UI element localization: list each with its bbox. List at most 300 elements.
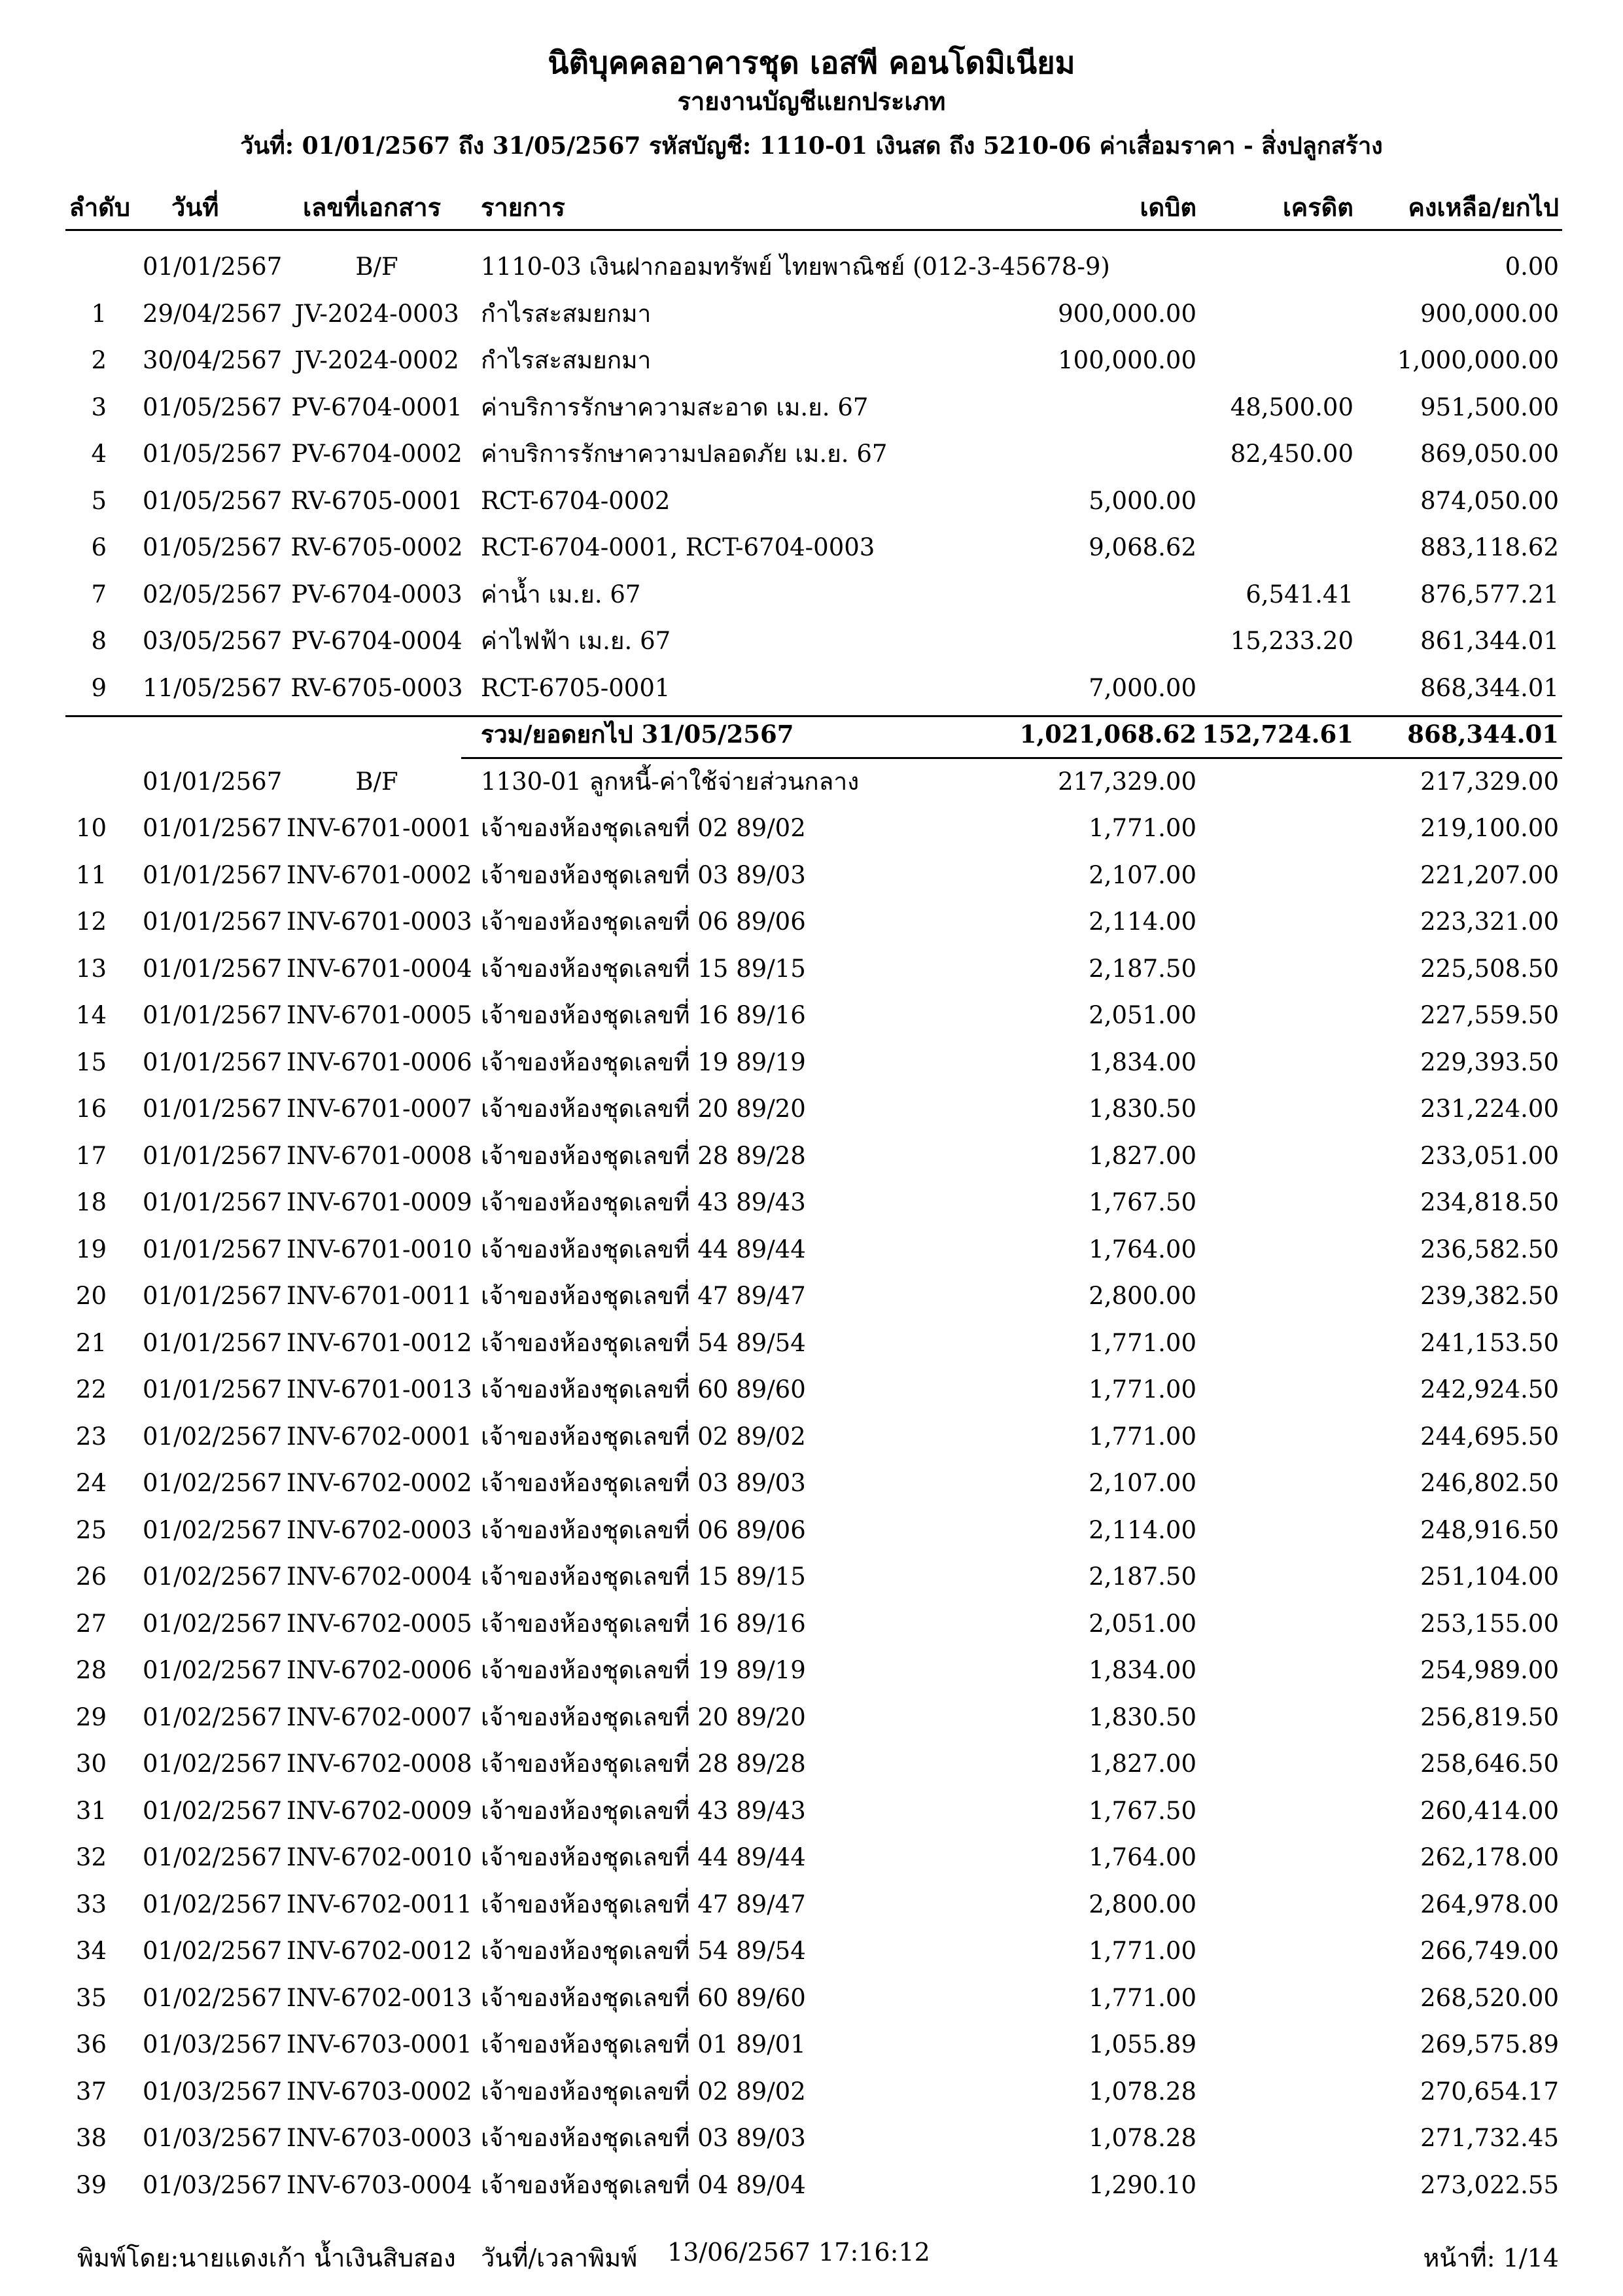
table-row [0,2021,1623,2068]
row-description: เจ้าของห้องชุดเลขที่ 28 89/28 [481,1750,806,1778]
row-balance: 868,344.01 [1407,720,1559,749]
row-debit: 1,771.00 [1089,1328,1196,1357]
row-debit: 1,834.00 [1089,1656,1196,1684]
row-number: 35 [75,1983,107,2012]
row-date: 01/02/2567 [143,1469,283,1497]
row-debit: 100,000.00 [1058,346,1196,374]
row-debit: 2,187.50 [1089,1563,1196,1591]
table-row [0,243,1623,291]
row-doc-number: RV-6705-0003 [290,673,463,702]
row-date: 01/01/2567 [143,1375,283,1404]
row-doc-number: INV-6701-0009 [287,1188,472,1216]
table-row [0,945,1623,993]
row-date: 01/01/2567 [143,908,283,936]
table-row [0,1320,1623,1367]
row-doc-number: INV-6703-0002 [287,2077,472,2106]
row-description: กำไรสะสมยกมา [481,346,652,374]
row-doc-number: PV-6704-0004 [291,627,462,655]
table-row [0,618,1623,665]
row-debit: 900,000.00 [1058,299,1196,328]
row-number: 7 [91,580,107,609]
row-number: 9 [91,673,107,702]
row-doc-number: INV-6701-0011 [287,1282,472,1310]
row-doc-number: INV-6701-0007 [287,1095,472,1123]
row-debit: 1,764.00 [1089,1235,1196,1263]
row-credit: 152,724.61 [1202,720,1353,749]
row-balance: 874,050.00 [1420,486,1559,515]
table-row [0,1975,1623,2022]
row-number: 25 [75,1515,107,1544]
row-number: 29 [75,1703,107,1731]
row-description: เจ้าของห้องชุดเลขที่ 19 89/19 [481,1656,806,1684]
row-balance: 241,153.50 [1420,1328,1559,1357]
row-debit: 1,767.50 [1089,1188,1196,1216]
row-description: เจ้าของห้องชุดเลขที่ 43 89/43 [481,1796,806,1825]
row-doc-number: INV-6701-0008 [287,1141,472,1170]
row-doc-number: INV-6703-0003 [287,2124,472,2152]
row-doc-number: INV-6701-0010 [287,1235,472,1263]
row-description: เจ้าของห้องชุดเลขที่ 54 89/54 [481,1328,806,1357]
total-row [0,711,1623,758]
row-balance: 266,749.00 [1420,1937,1559,1965]
row-description: เจ้าของห้องชุดเลขที่ 02 89/02 [481,1422,806,1451]
row-date: 01/02/2567 [143,1703,283,1731]
row-description: เจ้าของห้องชุดเลขที่ 16 89/16 [481,1001,806,1029]
table-row [0,1133,1623,1180]
row-debit: 2,114.00 [1089,908,1196,936]
row-date: 01/03/2567 [143,2030,283,2058]
row-balance: 229,393.50 [1420,1048,1559,1076]
row-balance: 254,989.00 [1420,1656,1559,1684]
row-number: 26 [75,1563,107,1591]
row-doc-number: INV-6701-0003 [287,908,472,936]
row-doc-number: INV-6701-0012 [287,1328,472,1357]
ledger-rows [0,243,1623,2208]
row-debit: 2,107.00 [1089,1469,1196,1497]
row-balance: 264,978.00 [1420,1890,1559,1918]
row-description: รวม/ยอดยกไป 31/05/2567 [481,720,794,749]
row-doc-number: INV-6701-0006 [287,1048,472,1076]
row-balance: 0.00 [1505,253,1559,281]
report-range: วันที่: 01/01/2567 ถึง 31/05/2567 รหัสบัญชี: 1110-01 เงินสด ถึง 5210-06 ค่าเสื่อมราคา - สิ่งปลูกสร้าง [240,132,1383,160]
row-description: เจ้าของห้องชุดเลขที่ 01 89/01 [481,2030,806,2058]
row-date: 01/01/2567 [143,253,283,281]
row-date: 01/02/2567 [143,1609,283,1638]
row-number: 1 [91,299,107,328]
row-date: 01/05/2567 [143,486,283,515]
row-doc-number: INV-6701-0001 [287,814,472,842]
table-row [0,524,1623,571]
row-balance: 248,916.50 [1420,1515,1559,1544]
row-debit: 217,329.00 [1058,767,1196,796]
row-date: 01/03/2567 [143,2170,283,2199]
row-date: 01/03/2567 [143,2124,283,2152]
row-debit: 1,764.00 [1089,1843,1196,1871]
row-number: 5 [91,486,107,515]
row-number: 27 [75,1609,107,1638]
row-date: 01/02/2567 [143,1422,283,1451]
row-credit: 15,233.20 [1230,627,1353,655]
row-doc-number: INV-6702-0003 [287,1515,472,1544]
row-description: เจ้าของห้องชุดเลขที่ 03 89/03 [481,860,806,889]
row-date: 01/02/2567 [143,1515,283,1544]
row-credit: 6,541.41 [1246,580,1353,609]
row-doc-number: INV-6702-0008 [287,1750,472,1778]
row-balance: 951,500.00 [1420,393,1559,421]
row-doc-number: INV-6702-0001 [287,1422,472,1451]
row-balance: 253,155.00 [1420,1609,1559,1638]
row-balance: 268,520.00 [1420,1983,1559,2012]
row-doc-number: INV-6702-0009 [287,1796,472,1825]
row-description: เจ้าของห้องชุดเลขที่ 54 89/54 [481,1937,806,1965]
row-doc-number: PV-6704-0001 [291,393,462,421]
row-debit: 5,000.00 [1089,486,1196,515]
row-balance: 239,382.50 [1420,1282,1559,1310]
row-doc-number: RV-6705-0001 [290,486,463,515]
table-row [0,1039,1623,1086]
row-number: 2 [91,346,107,374]
row-number: 39 [75,2170,107,2199]
col-header-balance: คงเหลือ/ยกไป [1408,192,1559,222]
row-number: 19 [75,1235,107,1263]
row-description: 1110-03 เงินฝากออมทรัพย์ ไทยพาณิชย์ (012-3-45678-9) [481,253,1110,281]
table-row [0,898,1623,945]
row-number: 12 [75,908,107,936]
total-bottom-rule [461,757,1562,759]
row-balance: 1,000,000.00 [1397,346,1559,374]
table-row [0,1600,1623,1648]
row-debit: 1,830.50 [1089,1703,1196,1731]
row-balance: 227,559.50 [1420,1001,1559,1029]
table-row [0,571,1623,618]
row-date: 01/01/2567 [143,814,283,842]
row-description: เจ้าของห้องชุดเลขที่ 06 89/06 [481,908,806,936]
report-subtitle: รายงานบัญชีแยกประเภท [677,86,946,116]
row-doc-number: PV-6704-0003 [291,580,462,609]
table-row [0,665,1623,712]
row-date: 01/01/2567 [143,1095,283,1123]
table-row [0,1086,1623,1133]
row-doc-number: INV-6702-0002 [287,1469,472,1497]
col-header-credit: เครดิต [1282,192,1353,222]
row-debit: 1,078.28 [1089,2077,1196,2106]
row-number: 24 [75,1469,107,1497]
row-number: 15 [75,1048,107,1076]
row-number: 14 [75,1001,107,1029]
row-balance: 225,508.50 [1420,954,1559,983]
row-number: 4 [91,440,107,468]
row-doc-number: INV-6701-0004 [287,954,472,983]
row-debit: 2,187.50 [1089,954,1196,983]
row-doc-number: INV-6702-0007 [287,1703,472,1731]
table-row [0,1366,1623,1413]
row-date: 02/05/2567 [143,580,283,609]
col-header-debit: เดบิต [1140,192,1196,222]
row-doc-number: JV-2024-0003 [294,299,459,328]
row-date: 30/04/2567 [143,346,283,374]
table-row [0,1881,1623,1928]
row-description: RCT-6704-0002 [481,486,671,515]
row-debit: 1,771.00 [1089,1375,1196,1404]
row-description: เจ้าของห้องชุดเลขที่ 44 89/44 [481,1235,806,1263]
row-doc-number: INV-6702-0011 [287,1890,472,1918]
row-debit: 1,078.28 [1089,2124,1196,2152]
row-description: เจ้าของห้องชุดเลขที่ 44 89/44 [481,1843,806,1871]
row-doc-number: PV-6704-0002 [291,440,462,468]
table-row [0,384,1623,431]
table-row [0,992,1623,1039]
row-balance: 868,344.01 [1420,673,1559,702]
col-header-date: วันที่ [171,192,219,222]
table-row [0,758,1623,805]
row-date: 01/03/2567 [143,2077,283,2106]
row-number: 6 [91,533,107,561]
table-row [0,1507,1623,1554]
row-doc-number: INV-6703-0001 [287,2030,472,2058]
row-balance: 869,050.00 [1420,440,1559,468]
row-date: 01/01/2567 [143,1188,283,1216]
row-description: เจ้าของห้องชุดเลขที่ 20 89/20 [481,1703,806,1731]
table-row [0,1694,1623,1741]
row-date: 01/01/2567 [143,1141,283,1170]
page-number: หน้าที่: 1/14 [1423,2244,1559,2272]
row-date: 01/01/2567 [143,1048,283,1076]
row-doc-number: INV-6701-0013 [287,1375,472,1404]
row-balance: 242,924.50 [1420,1375,1559,1404]
table-row [0,1740,1623,1788]
table-row [0,852,1623,899]
table-row [0,805,1623,852]
row-doc-number: B/F [355,253,398,281]
col-header-doc: เลขที่เอกสาร [303,192,442,222]
row-description: เจ้าของห้องชุดเลขที่ 15 89/15 [481,1563,806,1591]
table-row [0,2162,1623,2209]
table-row [0,2115,1623,2162]
row-date: 01/02/2567 [143,1750,283,1778]
table-row [0,1179,1623,1226]
row-number: 22 [75,1375,107,1404]
row-date: 01/01/2567 [143,860,283,889]
row-number: 36 [75,2030,107,2058]
row-date: 01/05/2567 [143,533,283,561]
row-debit: 2,800.00 [1089,1282,1196,1310]
row-number: 18 [75,1188,107,1216]
table-row [0,1226,1623,1273]
row-debit: 7,000.00 [1089,673,1196,702]
row-description: เจ้าของห้องชุดเลขที่ 43 89/43 [481,1188,806,1216]
row-balance: 876,577.21 [1420,580,1559,609]
row-date: 01/02/2567 [143,1796,283,1825]
row-balance: 251,104.00 [1420,1563,1559,1591]
row-number: 38 [75,2124,107,2152]
row-description: เจ้าของห้องชุดเลขที่ 15 89/15 [481,954,806,983]
row-doc-number: INV-6701-0005 [287,1001,472,1029]
row-date: 11/05/2567 [143,673,283,702]
row-balance: 221,207.00 [1420,860,1559,889]
row-number: 23 [75,1422,107,1451]
table-row [0,1928,1623,1975]
table-row [0,1553,1623,1600]
row-number: 11 [75,860,107,889]
row-debit: 1,771.00 [1089,1422,1196,1451]
row-debit: 1,290.10 [1089,2170,1196,2199]
row-balance: 260,414.00 [1420,1796,1559,1825]
row-doc-number: INV-6702-0010 [287,1843,472,1871]
row-number: 8 [91,627,107,655]
row-debit: 1,830.50 [1089,1095,1196,1123]
row-number: 10 [75,814,107,842]
row-debit: 1,021,068.62 [1019,720,1196,749]
row-doc-number: INV-6701-0002 [287,860,472,889]
row-date: 01/01/2567 [143,954,283,983]
row-date: 01/01/2567 [143,1328,283,1357]
row-number: 33 [75,1890,107,1918]
row-debit: 1,771.00 [1089,1983,1196,2012]
row-date: 01/01/2567 [143,1235,283,1263]
table-row [0,431,1623,478]
table-row [0,1413,1623,1460]
row-date: 01/02/2567 [143,1656,283,1684]
row-number: 32 [75,1843,107,1871]
row-description: เจ้าของห้องชุดเลขที่ 60 89/60 [481,1983,806,2012]
table-row [0,2068,1623,2115]
row-doc-number: INV-6703-0004 [287,2170,472,2199]
row-doc-number: INV-6702-0004 [287,1563,472,1591]
row-balance: 236,582.50 [1420,1235,1559,1263]
row-description: เจ้าของห้องชุดเลขที่ 47 89/47 [481,1282,806,1310]
row-description: RCT-6705-0001 [481,673,671,702]
row-doc-number: INV-6702-0006 [287,1656,472,1684]
row-debit: 1,771.00 [1089,814,1196,842]
row-description: เจ้าของห้องชุดเลขที่ 20 89/20 [481,1095,806,1123]
row-description: ค่าน้ำ เม.ย. 67 [481,580,641,609]
table-row [0,1273,1623,1320]
col-header-desc: รายการ [481,192,565,222]
row-balance: 270,654.17 [1420,2077,1559,2106]
row-balance: 246,802.50 [1420,1469,1559,1497]
row-date: 01/02/2567 [143,1937,283,1965]
row-doc-number: INV-6702-0005 [287,1609,472,1638]
row-description: ค่าไฟฟ้า เม.ย. 67 [481,627,671,655]
row-doc-number: INV-6702-0012 [287,1937,472,1965]
row-debit: 1,827.00 [1089,1141,1196,1170]
row-number: 16 [75,1095,107,1123]
table-row [0,1647,1623,1694]
row-number: 17 [75,1141,107,1170]
total-top-rule [65,715,1562,717]
printed-by: พิมพ์โดย:นายแดงเก้า น้ำเงินสิบสอง [77,2244,456,2272]
table-row [0,337,1623,384]
row-balance: 269,575.89 [1420,2030,1559,2058]
row-debit: 1,834.00 [1089,1048,1196,1076]
row-number: 30 [75,1750,107,1778]
row-credit: 82,450.00 [1230,440,1353,468]
row-description: เจ้าของห้องชุดเลขที่ 02 89/02 [481,814,806,842]
row-debit: 1,771.00 [1089,1937,1196,1965]
header-rule [65,229,1562,231]
row-number: 28 [75,1656,107,1684]
row-debit: 2,051.00 [1089,1609,1196,1638]
row-description: เจ้าของห้องชุดเลขที่ 02 89/02 [481,2077,806,2106]
row-date: 01/02/2567 [143,1563,283,1591]
row-balance: 231,224.00 [1420,1095,1559,1123]
row-debit: 2,107.00 [1089,860,1196,889]
row-balance: 244,695.50 [1420,1422,1559,1451]
row-number: 21 [75,1328,107,1357]
table-header [0,187,1623,226]
table-row [0,1788,1623,1835]
row-doc-number: B/F [355,767,398,796]
row-balance: 219,100.00 [1420,814,1559,842]
row-debit: 1,827.00 [1089,1750,1196,1778]
row-date: 01/01/2567 [143,767,283,796]
row-number: 31 [75,1796,107,1825]
row-date: 01/02/2567 [143,1890,283,1918]
row-description: RCT-6704-0001, RCT-6704-0003 [481,533,875,561]
row-balance: 223,321.00 [1420,908,1559,936]
row-debit: 1,767.50 [1089,1796,1196,1825]
row-balance: 271,732.45 [1420,2124,1559,2152]
row-description: เจ้าของห้องชุดเลขที่ 03 89/03 [481,2124,806,2152]
row-number: 37 [75,2077,107,2106]
row-doc-number: JV-2024-0002 [294,346,459,374]
print-time: 13/06/2567 17:16:12 [667,2238,930,2267]
row-description: ค่าบริการรักษาความปลอดภัย เม.ย. 67 [481,440,888,468]
row-balance: 256,819.50 [1420,1703,1559,1731]
row-date: 01/05/2567 [143,393,283,421]
report-title: นิติบุคคลอาคารชุด เอสพี คอนโดมิเนียม [548,45,1075,81]
row-credit: 48,500.00 [1230,393,1353,421]
row-debit: 2,051.00 [1089,1001,1196,1029]
row-description: กำไรสะสมยกมา [481,299,652,328]
row-debit: 1,055.89 [1089,2030,1196,2058]
row-description: เจ้าของห้องชุดเลขที่ 28 89/28 [481,1141,806,1170]
row-balance: 883,118.62 [1420,533,1559,561]
row-number: 20 [75,1282,107,1310]
row-description: เจ้าของห้องชุดเลขที่ 16 89/16 [481,1609,806,1638]
row-description: เจ้าของห้องชุดเลขที่ 19 89/19 [481,1048,806,1076]
row-balance: 233,051.00 [1420,1141,1559,1170]
row-date: 01/01/2567 [143,1282,283,1310]
row-number: 34 [75,1937,107,1965]
row-doc-number: INV-6702-0013 [287,1983,472,2012]
table-row [0,478,1623,525]
table-row [0,1460,1623,1507]
row-description: เจ้าของห้องชุดเลขที่ 47 89/47 [481,1890,806,1918]
row-debit: 2,800.00 [1089,1890,1196,1918]
row-balance: 861,344.01 [1420,627,1559,655]
row-balance: 900,000.00 [1420,299,1559,328]
row-description: 1130-01 ลูกหนี้-ค่าใช้จ่ายส่วนกลาง [481,767,860,796]
report-footer [0,2238,1623,2277]
table-row [0,1834,1623,1881]
row-balance: 273,022.55 [1420,2170,1559,2199]
row-balance: 234,818.50 [1420,1188,1559,1216]
row-description: ค่าบริการรักษาความสะอาด เม.ย. 67 [481,393,869,421]
row-description: เจ้าของห้องชุดเลขที่ 04 89/04 [481,2170,806,2199]
row-description: เจ้าของห้องชุดเลขที่ 60 89/60 [481,1375,806,1404]
row-description: เจ้าของห้องชุดเลขที่ 06 89/06 [481,1515,806,1544]
row-balance: 262,178.00 [1420,1843,1559,1871]
row-date: 01/02/2567 [143,1983,283,2012]
row-date: 01/02/2567 [143,1843,283,1871]
row-date: 01/01/2567 [143,1001,283,1029]
row-date: 29/04/2567 [143,299,283,328]
row-description: เจ้าของห้องชุดเลขที่ 03 89/03 [481,1469,806,1497]
table-row [0,291,1623,338]
row-debit: 9,068.62 [1089,533,1196,561]
row-debit: 2,114.00 [1089,1515,1196,1544]
